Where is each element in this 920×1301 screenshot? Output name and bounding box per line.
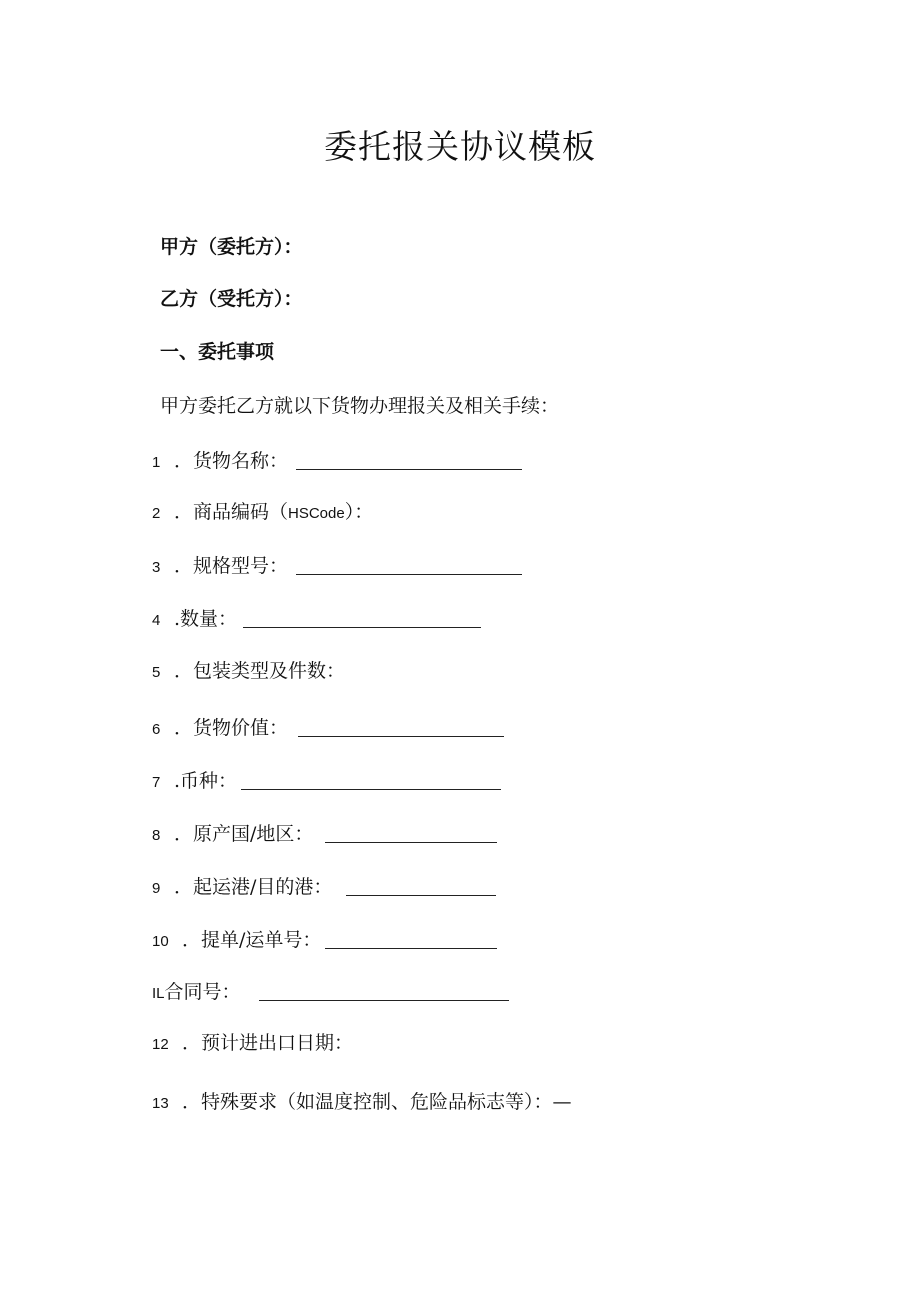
- item-number: 4: [152, 612, 161, 629]
- document-title: 委托报关协议模板: [324, 127, 596, 166]
- item-ports: [152, 872, 496, 903]
- item-number: 5: [152, 664, 161, 681]
- quantity-blank: [243, 607, 481, 628]
- goods-name-blank: [296, 449, 522, 470]
- item-bill-of-lading: [152, 925, 497, 956]
- item-goods-name: [152, 446, 522, 477]
- item-number: 7: [152, 774, 161, 791]
- item-number: 8: [152, 827, 161, 844]
- ports-blank: [346, 875, 496, 896]
- item-number: 1: [152, 454, 161, 471]
- item-number: IL: [152, 985, 165, 1002]
- item-packaging: [152, 657, 345, 687]
- item-label: ．起运港/目的港：: [174, 876, 333, 898]
- item-number: 10: [152, 933, 169, 950]
- item-currency: [152, 766, 501, 797]
- item-goods-value: [152, 713, 504, 744]
- item-hs-code: [152, 498, 373, 528]
- item-number: 13: [152, 1095, 169, 1112]
- model-blank: [296, 554, 522, 575]
- item-label: .数量：: [174, 608, 238, 630]
- item-label: ．原产国/地区：: [174, 823, 314, 845]
- party-b-line: 乙方（受托方）：: [160, 288, 303, 310]
- section-1-intro: 甲方委托乙方就以下货物办理报关及相关手续：: [160, 395, 560, 417]
- item-number: 12: [152, 1036, 169, 1053]
- hs-code-label: HSCode: [288, 505, 345, 522]
- item-label: ．提单/运单号：: [182, 929, 322, 951]
- item-quantity: [152, 604, 481, 635]
- item-label: ．货物名称：: [174, 450, 289, 472]
- item-number: 9: [152, 880, 161, 897]
- section-1-heading: 一、委托事项: [160, 341, 275, 363]
- item-label: ．货物价值：: [174, 717, 289, 739]
- item-model: [152, 551, 522, 582]
- item-contract-number: [152, 977, 509, 1008]
- item-label: ．包装类型及件数：: [174, 660, 346, 682]
- item-label: ．商品编码（: [174, 501, 289, 523]
- party-a-line: 甲方（委托方）：: [160, 236, 303, 258]
- item-import-export-date: [152, 1029, 353, 1059]
- item-number: 3: [152, 559, 161, 576]
- contract-number-blank: [259, 980, 509, 1001]
- item-label: ．特殊要求（如温度控制、危险品标志等）：—: [182, 1091, 572, 1113]
- item-special-requirements: [152, 1088, 572, 1118]
- bill-of-lading-blank: [325, 928, 497, 949]
- item-origin: [152, 819, 497, 850]
- currency-blank: [241, 769, 501, 790]
- origin-blank: [325, 822, 497, 843]
- item-label: ．预计进出口日期：: [182, 1032, 354, 1054]
- item-label-end: ）：: [344, 501, 374, 523]
- item-label: ．规格型号：: [174, 555, 289, 577]
- item-label: 合同号：: [164, 981, 241, 1003]
- item-number: 2: [152, 505, 161, 522]
- goods-value-blank: [298, 716, 504, 737]
- item-label: .币种：: [174, 770, 238, 792]
- item-number: 6: [152, 721, 161, 738]
